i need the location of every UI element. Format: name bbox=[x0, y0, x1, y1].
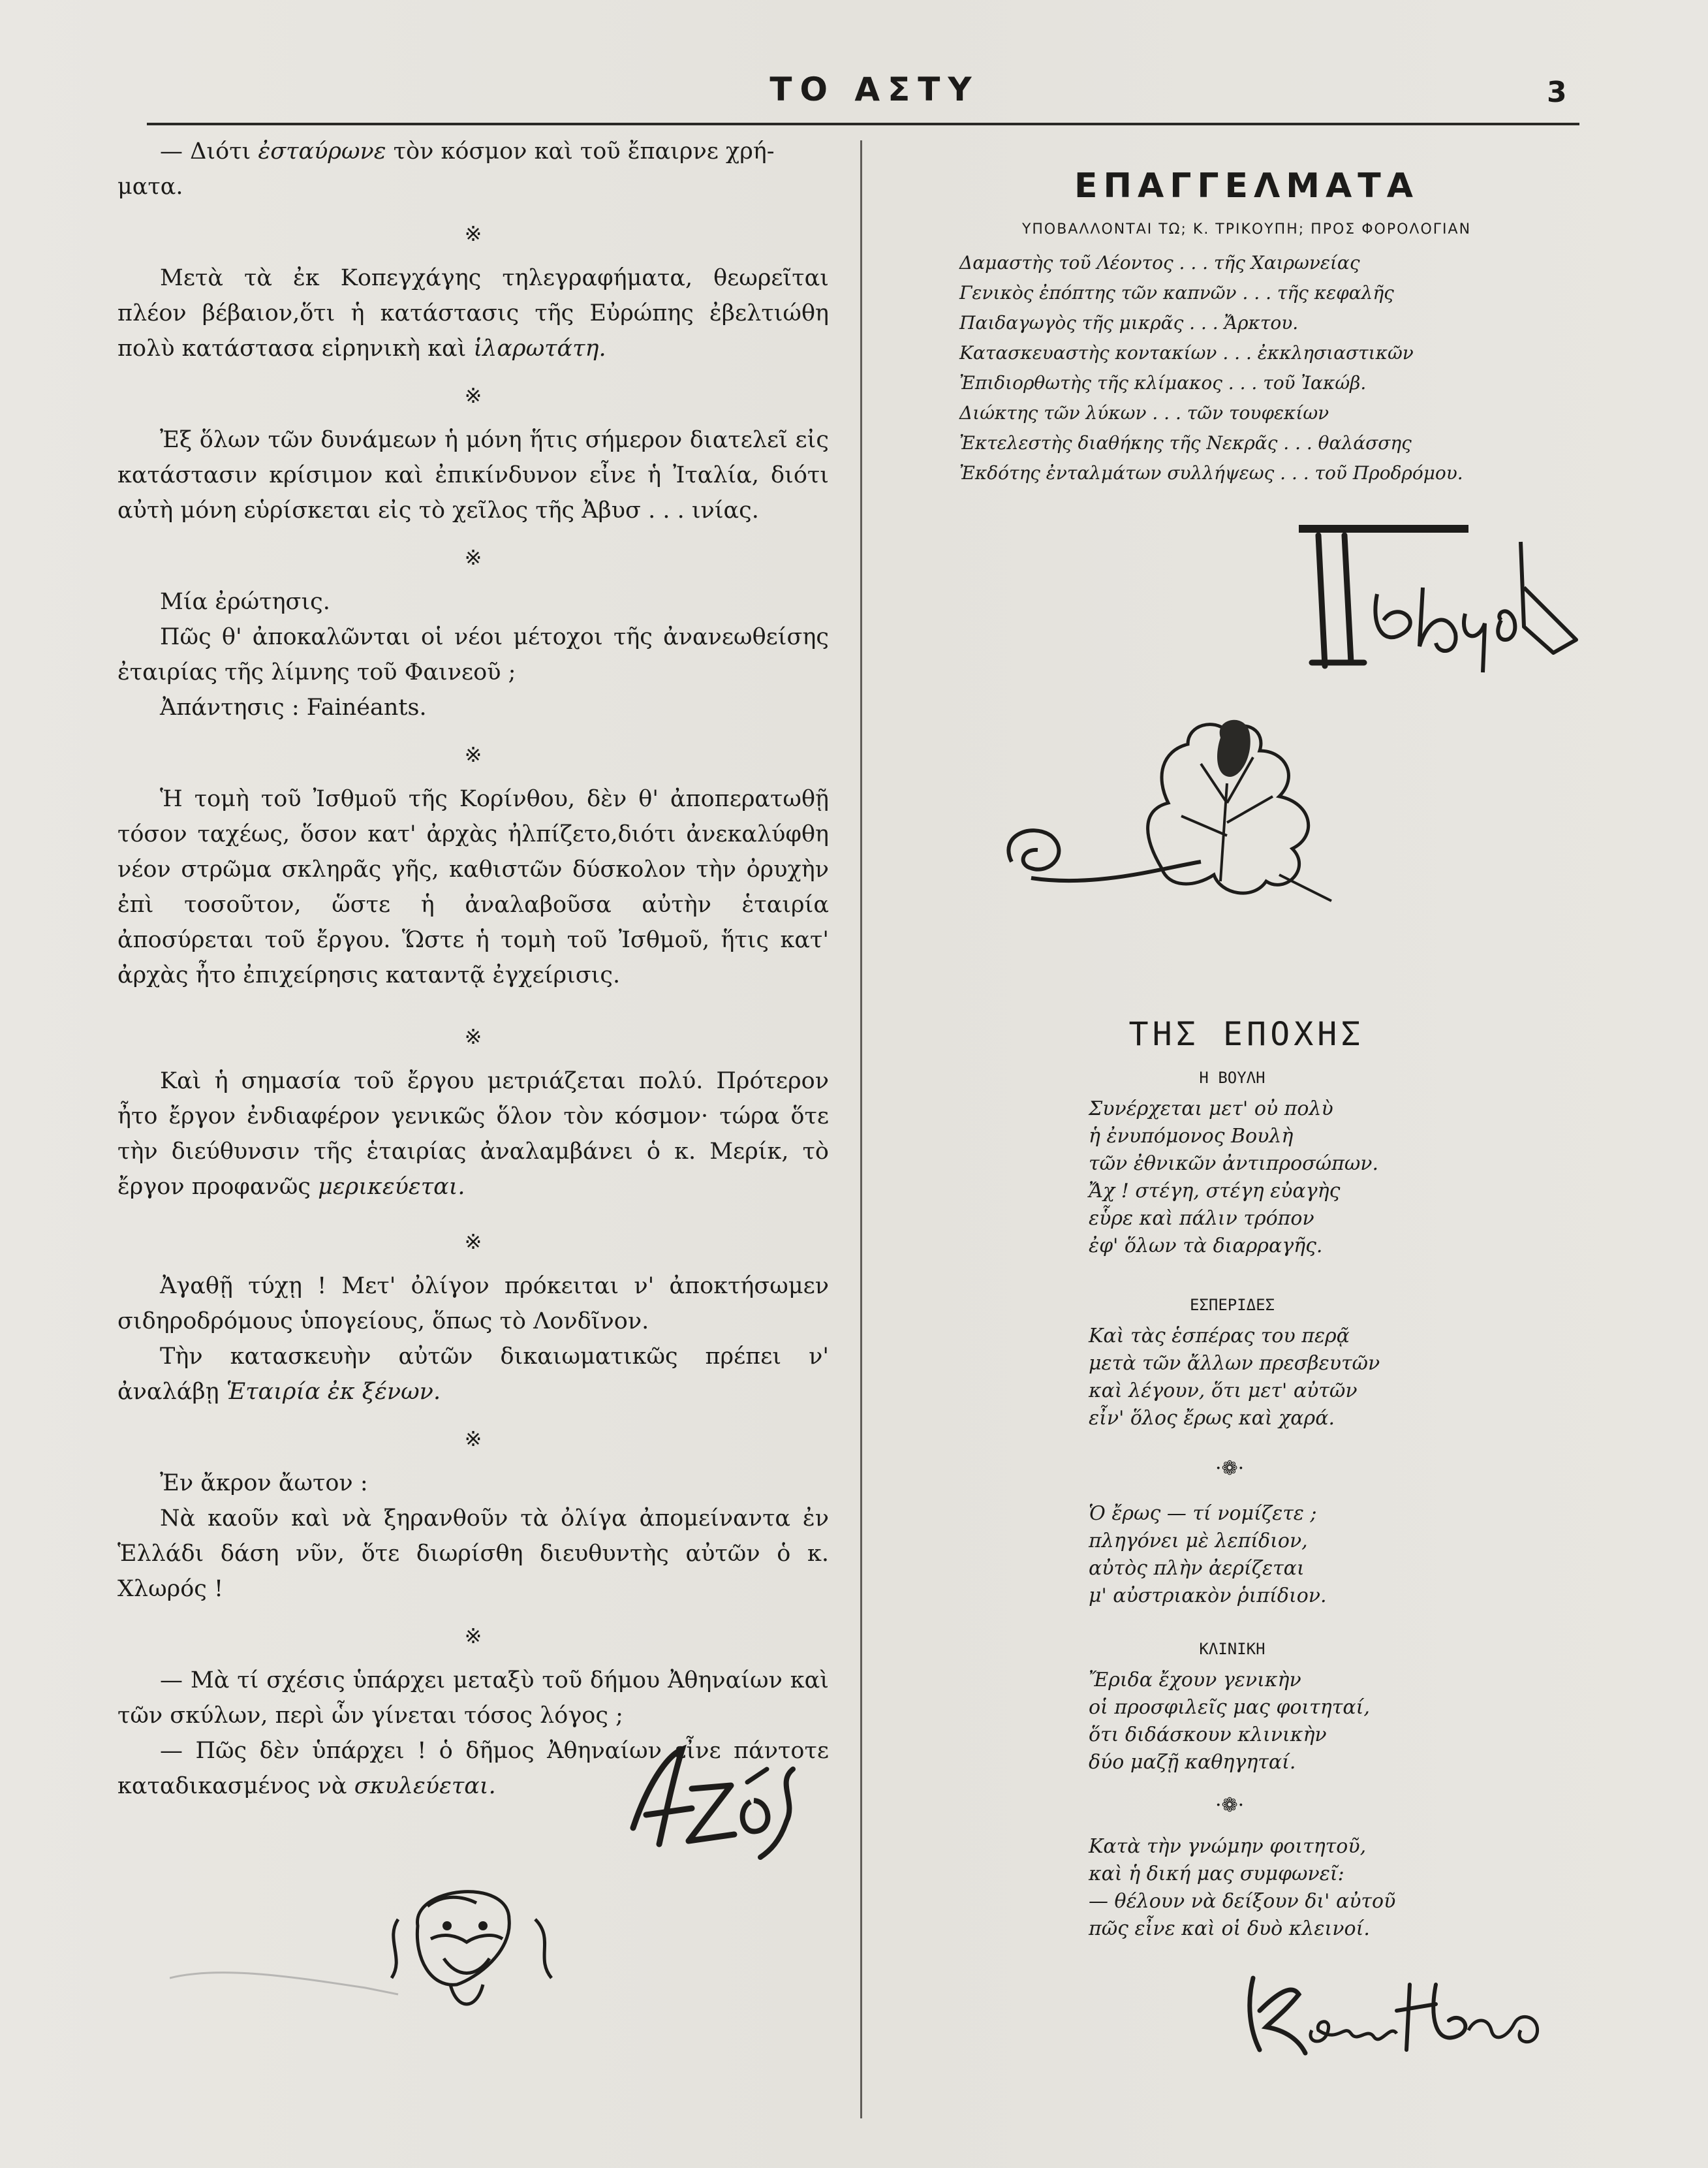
list-item: Δαμαστὴς τοῦ Λέοντος . . . τῆς Χαιρωνείας bbox=[959, 252, 1360, 274]
right-column bbox=[888, 166, 1606, 488]
page-number: 3 bbox=[1547, 76, 1567, 109]
asterism-icon: ※ bbox=[464, 545, 482, 570]
poem-line: καὶ λέγουν, ὅτι μετ' αὐτῶν bbox=[1089, 1379, 1358, 1402]
paragraph: — Διότι ἐσταύρωνε τὸν κόσμον καὶ τοῦ ἔπαιρνε χρή- ματα. bbox=[117, 138, 775, 200]
poem-line: μετὰ τῶν ἄλλων πρεσβευτῶν bbox=[1089, 1352, 1380, 1375]
vine-leaf-illustration bbox=[992, 705, 1449, 940]
poem-line: ἡ ἐνυπόμονος Βουλὴ bbox=[1089, 1125, 1294, 1148]
poem-line: Συνέρχεται μετ' οὐ πολὺ bbox=[1089, 1097, 1333, 1120]
poem-line: Ὁ ἔρως — τί νομίζετε ; bbox=[1089, 1502, 1317, 1525]
poem-line: ὅτι διδάσκουν κλινικὴν bbox=[1089, 1723, 1327, 1746]
poem-stanza bbox=[1089, 1500, 1327, 1610]
poem-line: τῶν ἐθνικῶν ἀντιπροσώπων. bbox=[1089, 1152, 1379, 1175]
asterism-icon: ※ bbox=[464, 1229, 482, 1254]
asterism-icon: ※ bbox=[464, 742, 482, 767]
paragraph: Νὰ καοῦν καὶ νὰ ξηρανθοῦν τὰ ὀλίγα ἀπομείναντα ἐν Ἑλλάδι δάση νῦν, ὅτε διωρίσθη διευθυντὴς αὐτῶν ὁ κ. Χλωρός ! bbox=[117, 1505, 829, 1602]
poem-line: — θέλουν νὰ δείξουν δι' αὐτοῦ bbox=[1089, 1890, 1396, 1913]
poem-line: μ' αὐστριακὸν ῥιπίδιον. bbox=[1089, 1584, 1327, 1607]
poem-line: εἶν' ὅλος ἔρως καὶ χαρά. bbox=[1089, 1407, 1335, 1430]
asterism-icon: ※ bbox=[464, 221, 482, 246]
section-title: ΕΠΑΓΓΕΛΜΑΤΑ bbox=[1074, 166, 1420, 206]
poem-line: εὗρε καὶ πάλιν τρόπον bbox=[1089, 1207, 1314, 1230]
left-column bbox=[117, 134, 829, 1804]
paragraph: Πῶς θ' ἀποκαλῶνται οἱ νέοι μέτοχοι τῆς ἀνανεωθείσης ἐταιρίας τῆς λίμνης τοῦ Φαινεοῦ ; bbox=[117, 624, 829, 685]
masthead-title: ΤΟ ΑΣΤΥ bbox=[769, 71, 980, 108]
poem-line: Ἄχ ! στέγη, στέγη εὐαγὴς bbox=[1089, 1180, 1341, 1202]
paragraph: — Πῶς δὲν ὑπάρχει ! ὁ δῆμος Ἀθηναίων εἶνε πάντοτε καταδικασμένος νὰ σκυλεύεται. bbox=[117, 1738, 829, 1799]
section-subtitle: ΥΠΟΒΑΛΛΟΝΤΑΙ ΤΩ; Κ. ΤΡΙΚΟΥΠΗ; ΠΡΟΣ ΦΟΡΟΛΟΓΙΑΝ bbox=[1021, 221, 1472, 238]
header-rule bbox=[147, 123, 1579, 125]
paragraph: — Μὰ τί σχέσις ὑπάρχει μεταξὺ τοῦ δήμου Ἀθηναίων καὶ τῶν σκύλων, περὶ ὧν γίνεται τόσος λόγος ; bbox=[117, 1667, 829, 1729]
paragraph: Τὴν κατασκευὴν αὐτῶν δικαιωματικῶς πρέπει ν' ἀναλάβῃ Ἑταιρία ἐκ ξένων. bbox=[117, 1343, 829, 1405]
stanza-heading: ΕΣΠΕΡΙΔΕΣ bbox=[1189, 1296, 1275, 1314]
poem-line: οἱ προσφιλεῖς μας φοιτηταί, bbox=[1089, 1696, 1370, 1719]
column-divider bbox=[860, 140, 862, 2118]
poem-line: δύο μαζῇ καθηγηταί. bbox=[1089, 1751, 1296, 1774]
signature-pelargos bbox=[1299, 516, 1579, 679]
list-item: Παιδαγωγὸς τῆς μικρᾶς . . . Ἄρκτου. bbox=[959, 312, 1299, 334]
caricature-face-illustration bbox=[170, 1880, 640, 2050]
ornament-icon: ·❁· bbox=[1215, 1457, 1245, 1480]
list-item: Ἐκτελεστὴς διαθήκης τῆς Νεκρᾶς . . . θαλάσσης bbox=[959, 432, 1412, 454]
signature-azos bbox=[620, 1730, 816, 1880]
list-item: Γενικὸς ἐπόπτης τῶν καπνῶν . . . τῆς κεφαλῆς bbox=[959, 282, 1394, 304]
poem-line: πληγόνει μὲ λεπίδιον, bbox=[1089, 1530, 1308, 1552]
list-item: Διώκτης τῶν λύκων . . . τῶν τουφεκίων bbox=[959, 402, 1329, 424]
poem-line: καὶ ἡ δική μας συμφωνεῖ: bbox=[1089, 1862, 1344, 1885]
stanza-heading: Η ΒΟΥΛΗ bbox=[1199, 1069, 1265, 1087]
poem-stanza bbox=[1089, 1833, 1395, 1943]
poem-title: ΤΗΣ ΕΠΟΧΗΣ bbox=[1128, 1015, 1365, 1053]
asterism-icon: ※ bbox=[464, 1624, 482, 1648]
poem-line: Ἔριδα ἔχουν γενικὴν bbox=[1089, 1669, 1301, 1691]
stanza-heading: ΚΛΙΝΙΚΗ bbox=[1199, 1640, 1265, 1658]
paragraph: Ἐξ ὅλων τῶν δυνάμεων ἡ μόνη ἥτις σήμερον διατελεῖ εἰς κατάστασιν κρίσιμον καὶ ἐπικίνδυνον εἶνε ἡ Ἰταλία, διότι αὐτὴ μόνη εὑρίσκεται εἰς τὸ χεῖλος τῆς Ἀβυσ . . . ινίας. bbox=[117, 427, 829, 524]
poem-stanza bbox=[1089, 1064, 1378, 1260]
poem-stanza bbox=[1089, 1291, 1380, 1432]
asterism-icon: ※ bbox=[464, 383, 482, 408]
poem-line: Καὶ τὰς ἑσπέρας του περᾷ bbox=[1089, 1325, 1350, 1347]
asterism-icon: ※ bbox=[464, 1426, 482, 1451]
poem-stanza bbox=[1089, 1635, 1376, 1776]
paragraph: Ἡ τομὴ τοῦ Ἰσθμοῦ τῆς Κορίνθου, δὲν θ' ἀποπερατωθῇ τόσον ταχέως, ὅσον κατ' ἀρχὰς ἠλπίζετο,διότι ἀνεκαλύφθη νέον στρῶμα σκληρᾶς γῆς, καθιστῶν δύσκολον τὴν ὀρυχὴν ἐπὶ τοσοῦτον, ὥστε ἡ ἀναλαβοῦσα αὐτὴν ἑταιρία ἀποσύρεται τοῦ ἔργου. Ὥστε ἡ τομὴ τοῦ Ἰσθμοῦ, ἥτις κατ' ἀρχὰς ἦτο ἐπιχείρησις καταντᾷ ἐγχείρισις. bbox=[117, 786, 829, 988]
poem-line: αὐτὸς πλὴν ἀερίζεται bbox=[1089, 1557, 1305, 1580]
poem-line: πῶς εἶνε καὶ οἱ δυὸ κλεινοί. bbox=[1089, 1917, 1370, 1940]
paragraph: Μία ἐρώτησις. bbox=[160, 589, 330, 615]
list-item: Ἐπιδιορθωτὴς τῆς κλίμακος . . . τοῦ Ἰακώβ. bbox=[959, 372, 1367, 394]
professions-list bbox=[959, 248, 1606, 488]
poem-line: Κατὰ τὴν γνώμην φοιτητοῦ, bbox=[1089, 1835, 1367, 1858]
asterism-icon: ※ bbox=[464, 1024, 482, 1049]
ornament-icon: ·❁· bbox=[1215, 1794, 1245, 1817]
signature-right bbox=[1240, 1965, 1553, 2063]
paragraph: Ἀγαθῇ τύχῃ ! Μετ' ὀλίγον πρόκειται ν' ἀποκτήσωμεν σιδηροδρόμους ὑπογείους, ὅπως τὸ Λονδῖνον. bbox=[117, 1273, 829, 1334]
paragraph: Μετὰ τὰ ἐκ Κοπεγχάγης τηλεγραφήματα, θεωρεῖται πλέον βέβαιον,ὅτι ἡ κατάστασις τῆς Εὐρώπης ἐβελτιώθη πολὺ κατάστασα εἰρηνικὴ καὶ ἱλαρωτάτη. bbox=[117, 265, 829, 362]
paragraph: Ἐν ἄκρον ἄωτον : bbox=[160, 1470, 368, 1496]
paragraph: Ἀπάντησις : Fainéants. bbox=[160, 695, 427, 721]
poem-line: ἐφ' ὅλων τὰ διαρραγῆς. bbox=[1089, 1234, 1323, 1257]
list-item: Κατασκευαστὴς κοντακίων . . . ἐκκλησιαστικῶν bbox=[959, 342, 1414, 364]
list-item: Ἐκδότης ἐνταλμάτων συλλήψεως . . . τοῦ Προδρόμου. bbox=[959, 462, 1463, 484]
paragraph: Καὶ ἡ σημασία τοῦ ἔργου μετριάζεται πολύ. Πρότερον ἦτο ἔργον ἐνδιαφέρον γενικῶς ὅλον τὸν κόσμον· τώρα ὅτε τὴν διεύθυνσιν τῆς ἑταιρίας ἀναλαμβάνει ὁ κ. Μερίκ, τὸ ἔργον προφανῶς μερικεύεται. bbox=[117, 1068, 829, 1200]
